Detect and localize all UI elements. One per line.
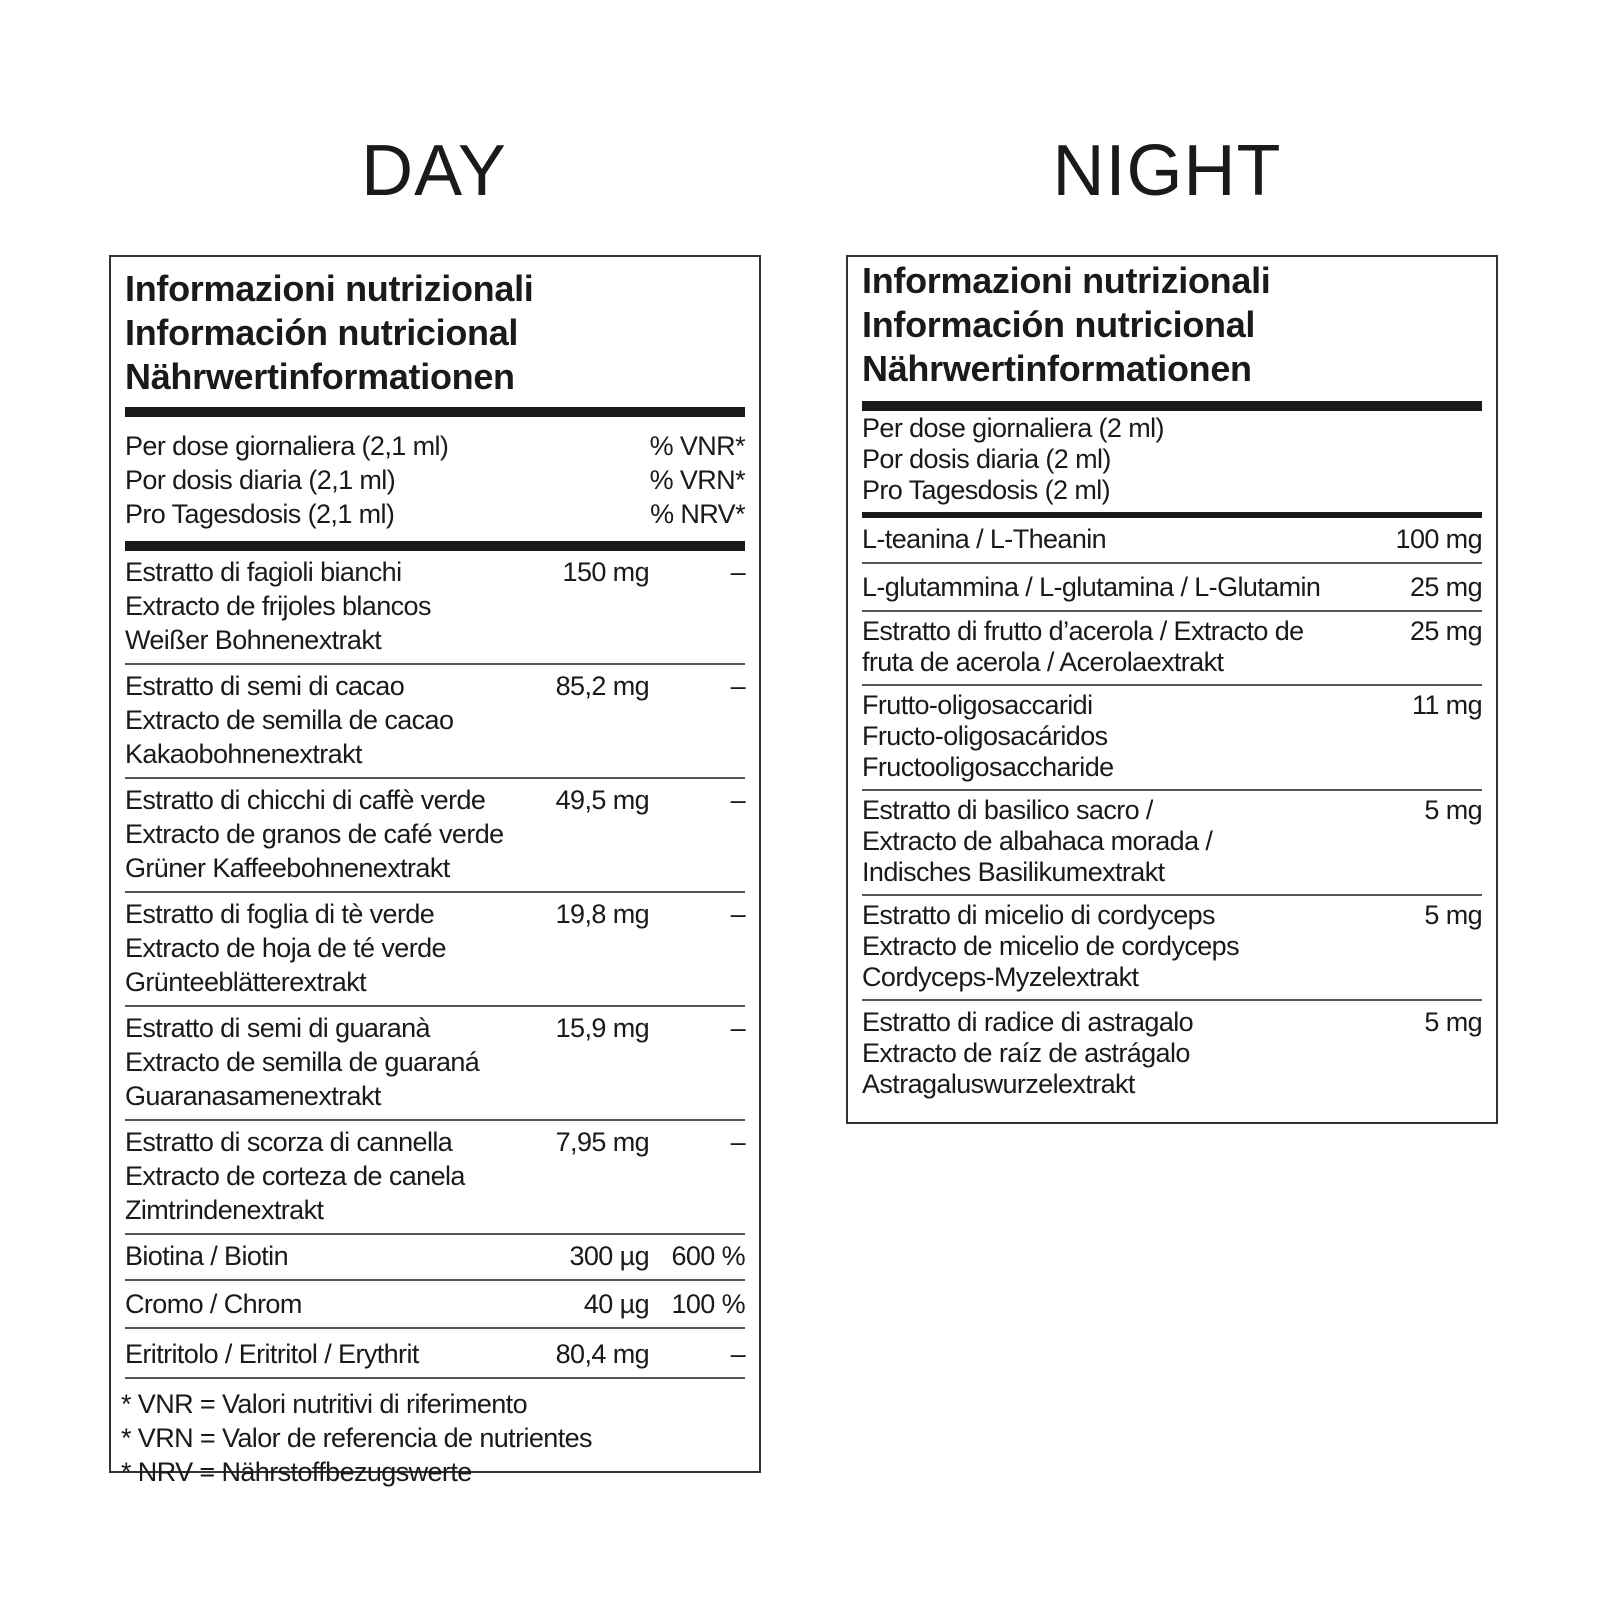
name-line: Grünteeblätterextrakt [125, 967, 367, 997]
name-line: Estratto di scorza di cannella [125, 1127, 453, 1157]
name-line: Fructo-oligosacáridos [862, 721, 1108, 751]
title-line-de: Nährwertinformationen [862, 348, 1252, 389]
day-heading: DAY [361, 131, 507, 211]
nutrient-amount: 150 mg [562, 557, 649, 587]
nutrient-percent: – [730, 1013, 745, 1043]
nutrient-name [125, 555, 519, 657]
name-line: Fructooligosaccharide [862, 752, 1114, 782]
nutrient-name [862, 900, 1352, 993]
nutrient-amount: 11 mg [1411, 690, 1482, 720]
nutrient-amount: 49,5 mg [555, 785, 649, 815]
nutrient-name [862, 522, 1352, 556]
serving-label: Por dosis diaria (2,1 ml) [125, 465, 396, 495]
nutrient-amount: 5 mg [1424, 795, 1482, 825]
footnotes [121, 1379, 745, 1489]
name-line: Astragaluswurzelextrakt [862, 1069, 1135, 1099]
day-serving-block [125, 417, 745, 541]
nutrient-name [862, 690, 1352, 783]
nutrient-row [862, 896, 1482, 999]
nutrient-row [125, 551, 745, 663]
nutrient-name [125, 1239, 519, 1273]
nutrient-amount: 80,4 mg [555, 1339, 649, 1369]
name-line: Extracto de granos de café verde [125, 819, 504, 849]
name-line: Cromo / Chrom [125, 1289, 302, 1319]
nutrient-percent: 600 % [671, 1241, 745, 1271]
name-line: Guaranasamenextrakt [125, 1081, 381, 1111]
name-line: Indisches Basilikumextrakt [862, 857, 1165, 887]
nutrient-name [125, 669, 519, 771]
nutrient-percent: – [730, 1127, 745, 1157]
nutrient-row [125, 1235, 745, 1279]
nutrient-name [862, 616, 1352, 678]
thick-divider [125, 541, 745, 551]
name-line: Estratto di semi di guaranà [125, 1013, 430, 1043]
serving-row [125, 497, 745, 531]
title-line-es: Información nutricional [862, 304, 1256, 345]
nutrient-row [125, 1007, 745, 1119]
name-line: Estratto di basilico sacro / [862, 795, 1153, 825]
name-line: Biotina / Biotin [125, 1241, 288, 1271]
name-line: Extracto de semilla de guaraná [125, 1047, 480, 1077]
nutrient-amount: 25 mg [1409, 572, 1482, 602]
serving-label: Per dose giornaliera (2,1 ml) [125, 431, 449, 461]
nutrient-amount: 300 µg [569, 1241, 649, 1271]
nutrient-row [125, 1121, 745, 1233]
night-nutrition-panel [846, 255, 1498, 1124]
nutrient-row [862, 686, 1482, 789]
nutrient-amount: 15,9 mg [555, 1013, 649, 1043]
nutrient-row [862, 1001, 1482, 1104]
name-line: Extracto de corteza de canela [125, 1161, 465, 1191]
nutrient-percent: – [730, 785, 745, 815]
nutrient-row [125, 779, 745, 891]
name-line: Eritritolo / Eritritol / Erythrit [125, 1339, 419, 1369]
nutrient-name [862, 570, 1352, 604]
name-line: Estratto di frutto d’acerola / Extracto de [862, 616, 1304, 646]
night-panel-title [862, 259, 1482, 391]
nutrient-percent: – [730, 671, 745, 701]
nutrient-percent: – [730, 899, 745, 929]
name-line: Extracto de frijoles blancos [125, 591, 431, 621]
day-nutrition-panel [109, 255, 761, 1487]
name-line: Frutto-oligosaccaridi [862, 690, 1093, 720]
nutrient-row [125, 665, 745, 777]
name-line: Extracto de hoja de té verde [125, 933, 446, 963]
nutrient-name [125, 783, 519, 885]
day-panel-title [125, 267, 745, 399]
nutrient-row [862, 564, 1482, 610]
title-line-de: Nährwertinformationen [125, 356, 515, 397]
serving-row [125, 463, 745, 497]
nutrient-row [862, 518, 1482, 562]
footnote-vnr: * VNR = Valori nutritivi di riferimento [121, 1389, 527, 1419]
footnote-nrv: * NRV = Nährstoffbezugswerte [121, 1457, 472, 1487]
name-line: Estratto di semi di cacao [125, 671, 405, 701]
name-line: Grüner Kaffeebohnenextrakt [125, 853, 450, 883]
night-heading: NIGHT [1052, 131, 1282, 211]
nutrient-row [862, 791, 1482, 894]
nutrient-amount: 25 mg [1409, 616, 1482, 646]
nutrient-percent: – [730, 1339, 745, 1369]
nutrient-name [125, 897, 519, 999]
name-line: Estratto di micelio di cordyceps [862, 900, 1215, 930]
name-line: Estratto di fagioli bianchi [125, 557, 402, 587]
name-line: Estratto di foglia di tè verde [125, 899, 435, 929]
nutrient-amount: 7,95 mg [555, 1127, 649, 1157]
nutrient-row [125, 1281, 745, 1327]
nutrient-amount: 19,8 mg [555, 899, 649, 929]
title-line-it: Informazioni nutrizionali [125, 268, 534, 309]
nutrient-name [862, 1007, 1352, 1100]
name-line: Extracto de albahaca morada / [862, 826, 1213, 856]
name-line: L-glutammina / L-glutamina / L-Glutamin [862, 572, 1321, 602]
nutrient-row [125, 1329, 745, 1377]
serving-label: Por dosis diaria (2 ml) [862, 444, 1111, 474]
name-line: Estratto di radice di astragalo [862, 1007, 1194, 1037]
name-line: Zimtrindenextrakt [125, 1195, 324, 1225]
nutrient-name [125, 1125, 519, 1227]
name-line: Kakaobohnenextrakt [125, 739, 362, 769]
nutrient-amount: 85,2 mg [555, 671, 649, 701]
night-serving-block [862, 411, 1482, 512]
name-line: Extracto de semilla de cacao [125, 705, 454, 735]
name-line: Extracto de micelio de cordyceps [862, 931, 1239, 961]
nutrient-row [125, 893, 745, 1005]
nutrient-name [125, 1287, 519, 1321]
name-line: Extracto de raíz de astrágalo [862, 1038, 1190, 1068]
serving-label: Pro Tagesdosis (2 ml) [862, 475, 1111, 505]
serving-label: Per dose giornaliera (2 ml) [862, 413, 1164, 443]
title-line-es: Información nutricional [125, 312, 519, 353]
thick-divider [125, 407, 745, 417]
serving-ref: % VNR* [649, 431, 745, 461]
name-line: Cordyceps-Myzelextrakt [862, 962, 1139, 992]
footnote-vrn: * VRN = Valor de referencia de nutrientes [121, 1423, 592, 1453]
title-line-it: Informazioni nutrizionali [862, 260, 1271, 301]
serving-ref: % VRN* [649, 465, 745, 495]
nutrient-row [862, 612, 1482, 684]
nutrient-amount: 5 mg [1424, 900, 1482, 930]
nutrient-amount: 40 µg [583, 1289, 649, 1319]
serving-label: Pro Tagesdosis (2,1 ml) [125, 499, 395, 529]
nutrient-amount: 5 mg [1424, 1007, 1482, 1037]
nutrient-name [125, 1011, 519, 1113]
nutrient-name [125, 1337, 519, 1371]
nutrient-amount: 100 mg [1395, 524, 1482, 554]
name-line: L-teanina / L-Theanin [862, 524, 1107, 554]
serving-row [125, 429, 745, 463]
nutrient-percent: 100 % [671, 1289, 745, 1319]
name-line: Estratto di chicchi di caffè verde [125, 785, 486, 815]
name-line: Weißer Bohnenextrakt [125, 625, 382, 655]
nutrient-percent: – [730, 557, 745, 587]
serving-ref: % NRV* [650, 499, 745, 529]
thick-divider [862, 401, 1482, 411]
nutrient-name [862, 795, 1352, 888]
name-line: fruta de acerola / Acerolaextrakt [862, 647, 1224, 677]
